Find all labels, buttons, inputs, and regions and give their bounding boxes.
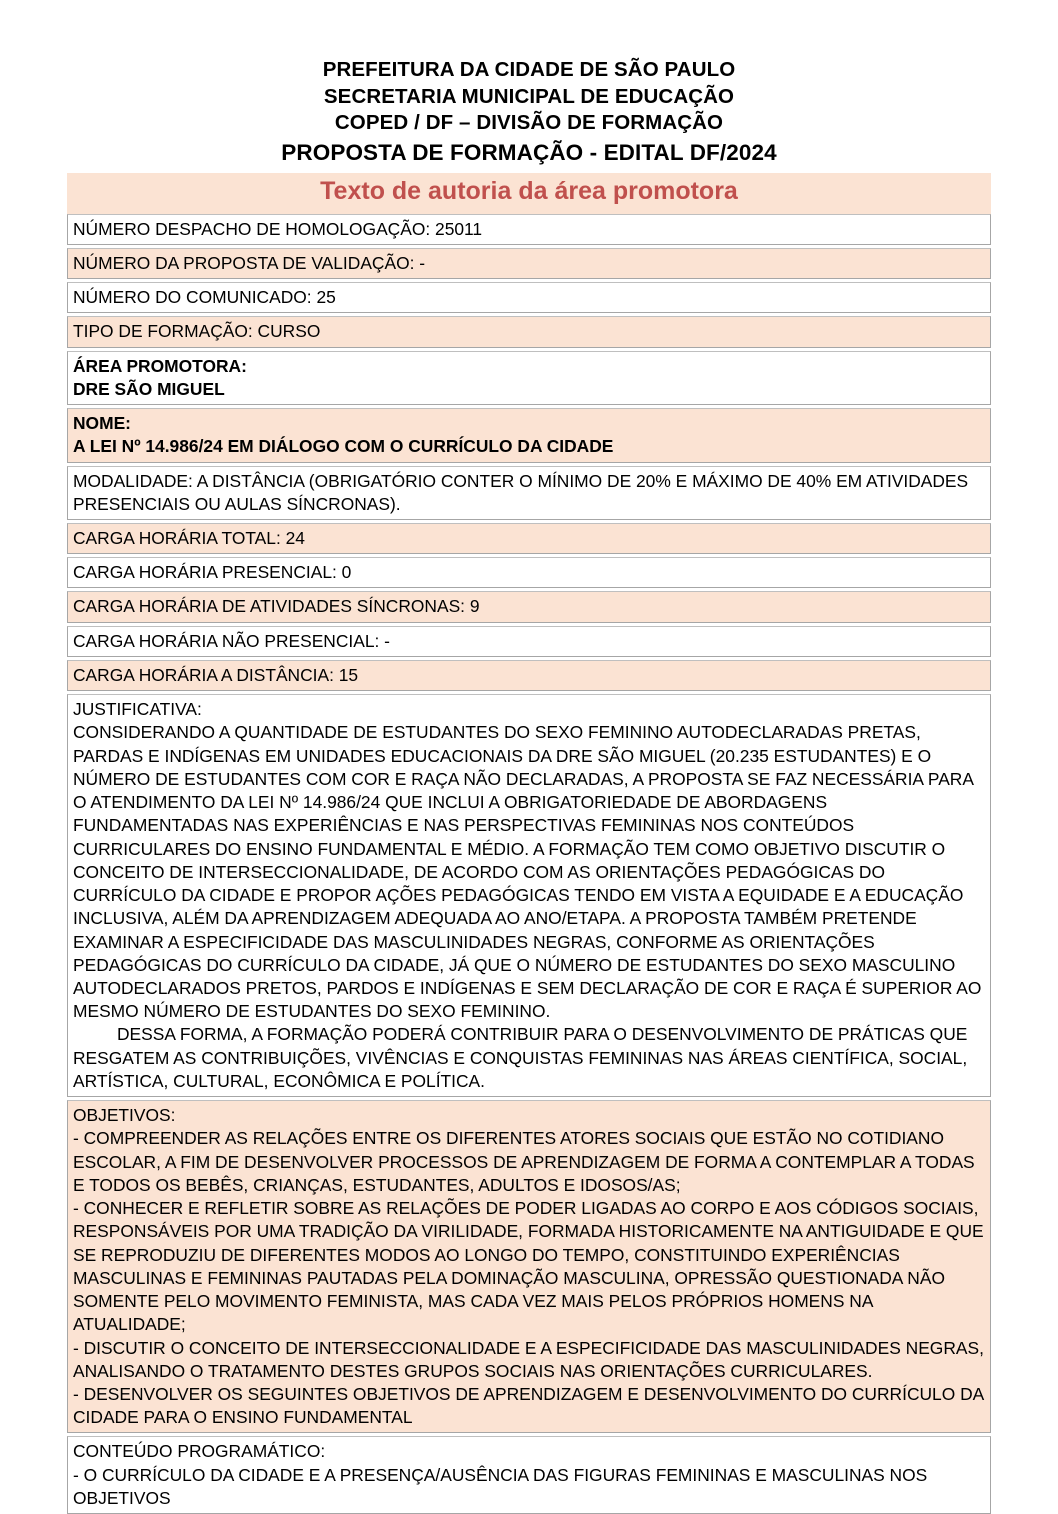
field-numero-comunicado-line-0: NÚMERO DO COMUNICADO: 25 <box>73 287 336 308</box>
header-line-coped: COPED / DF – DIVISÃO DE FORMAÇÃO <box>334 111 724 135</box>
field-numero-comunicado <box>67 282 991 313</box>
objetivos-item-2: - DISCUTIR O CONCEITO DE INTERSECCIONALIDADE E A ESPECIFICIDADE DAS MASCULINIDADES NEGRAS, ANALISANDO O TRATAMENTO DESTES GRUPOS SOCIAIS NAS ORIENTAÇÕES CURRICULARES. <box>73 1337 984 1381</box>
banner-texto-autoria <box>67 173 991 214</box>
table-row <box>67 557 991 588</box>
document-header <box>0 0 1058 167</box>
objetivos-heading: OBJETIVOS: <box>73 1105 176 1126</box>
table-row <box>67 248 991 279</box>
justificativa-paragraph-2 <box>73 1023 986 1093</box>
table-row <box>67 1436 991 1514</box>
field-tipo-de-formacao <box>67 316 991 347</box>
field-nome-line-1: A LEI Nº 14.986/24 EM DIÁLOGO COM O CURRÍCULO DA CIDADE <box>73 436 614 457</box>
objetivos-item-1: - CONHECER E REFLETIR SOBRE AS RELAÇÕES DE PODER LIGADAS AO CORPO E AOS CÓDIGOS SOCIAIS, RESPONSÁVEIS POR UMA TRADIÇÃO DA VIRILIDADE, FORMADA HISTORICAMENTE NA ANTIGUIDADE E QUE SE REPRODUZIU DE DIFERENTES MODOS AO LONGO DO TEMPO, CONSTITUINDO EXPERIÊNCIAS MASCULINAS E FEMININAS PAUTADAS PELA DOMINAÇÃO MASCULINA, OPRESSÃO QUESTIONADA NÃO SOMENTE PELO MOVIMENTO FEMINISTA, MAS CADA VEZ MAIS PELOS PRÓPRIOS HOMENS NA ATUALIDADE; <box>73 1198 984 1335</box>
objetivos-item-0: - COMPREENDER AS RELAÇÕES ENTRE OS DIFERENTES ATORES SOCIAIS QUE ESTÃO NO COTIDIANO ESCOLAR, A FIM DE DESENVOLVER PROCESSOS DE APRENDIZAGEM DE FORMA A CONTEMPLAR A TODAS E TODOS OS BEBÊS, CRIANÇAS, ESTUDANTES, ADULTOS E IDOSOS/AS; <box>73 1128 975 1195</box>
proposta-table <box>67 214 991 1514</box>
table-row <box>67 591 991 622</box>
field-nome <box>67 408 991 462</box>
section-conteudo-programatico <box>67 1436 991 1514</box>
field-carga-horaria-a-distancia-line-0: CARGA HORÁRIA A DISTÂNCIA: 15 <box>73 664 359 685</box>
table-row <box>67 214 991 245</box>
field-modalidade-line-0: MODALIDADE: A DISTÂNCIA (OBRIGATÓRIO CONTER O MÍNIMO DE 20% E MÁXIMO DE 40% EM ATIVIDADES PRESENCIAIS OU AULAS SÍNCRONAS). <box>73 470 969 514</box>
field-carga-horaria-a-distancia <box>67 660 991 691</box>
field-carga-horaria-atividades-sincronas <box>67 591 991 622</box>
table-row <box>67 282 991 313</box>
field-area-promotora-line-1: DRE SÃO MIGUEL <box>73 378 225 399</box>
field-carga-horaria-presencial-line-0: CARGA HORÁRIA PRESENCIAL: 0 <box>73 562 352 583</box>
conteudo-heading: CONTEÚDO PROGRAMÁTICO: <box>73 1441 326 1462</box>
table-row <box>67 523 991 554</box>
table-row <box>67 408 991 462</box>
field-area-promotora-line-0: ÁREA PROMOTORA: <box>73 355 247 376</box>
field-area-promotora <box>67 351 991 405</box>
field-carga-horaria-atividades-sincronas-line-0: CARGA HORÁRIA DE ATIVIDADES SÍNCRONAS: 9 <box>73 596 480 617</box>
field-nome-line-0: NOME: <box>73 413 131 434</box>
section-objetivos <box>67 1100 991 1433</box>
section-justificativa <box>67 694 991 1097</box>
header-line-secretaria: SECRETARIA MUNICIPAL DE EDUCAÇÃO <box>323 84 735 108</box>
justificativa-paragraph-1: CONSIDERANDO A QUANTIDADE DE ESTUDANTES DO SEXO FEMININO AUTODECLARADAS PRETAS, PARDAS E INDÍGENAS EM UNIDADES EDUCACIONAIS DA DRE SÃO MIGUEL (20.235 ESTUDANTES) E O NÚMERO DE ESTUDANTES COM COR E RAÇA NÃO DECLARADAS, A PROPOSTA SE FAZ NECESSÁRIA PARA O ATENDIMENTO DA LEI Nº 14.986/24 QUE INCLUI A OBRIGATORIEDADE DE ABORDAGENS FUNDAMENTADAS NAS EXPERIÊNCIAS E NAS PERSPECTIVAS FEMININAS NOS CONTEÚDOS CURRICULARES DO ENSINO FUNDAMENTAL E MÉDIO. A FORMAÇÃO TEM COMO OBJETIVO DISCUTIR O CONCEITO DE INTERSECCIONALIDADE, DE ACORDO COM AS ORIENTAÇÕES PEDAGÓGICAS DO CURRÍCULO DA CIDADE E PROPOR AÇÕES PEDAGÓGICAS TENDO EM VISTA A EQUIDADE E A EDUCAÇÃO INCLUSIVA, ALÉM DA APRENDIZAGEM ADEQUADA AO ANO/ETAPA. A PROPOSTA TAMBÉM PRETENDE EXAMINAR A ESPECIFICIDADE DAS MASCULINIDADES NEGRAS, CONFORME AS ORIENTAÇÕES PEDAGÓGICAS DO CURRÍCULO DA CIDADE, JÁ QUE O NÚMERO DE ESTUDANTES DO SEXO MASCULINO AUTODECLARADOS PRETOS, PARDOS E INDÍGENAS E SEM DECLARAÇÃO DE COR E RAÇA É SUPERIOR AO MESMO NÚMERO DE ESTUDANTES DO SEXO FEMININO. <box>73 722 982 1022</box>
table-row <box>67 351 991 405</box>
objetivos-item-3: - DESENVOLVER OS SEGUINTES OBJETIVOS DE APRENDIZAGEM E DESENVOLVIMENTO DO CURRÍCULO DA CIDADE PARA O ENSINO FUNDAMENTAL <box>73 1383 984 1428</box>
banner-title: Texto de autoria da área promotora <box>320 177 738 206</box>
field-tipo-de-formacao-line-0: TIPO DE FORMAÇÃO: CURSO <box>73 321 321 342</box>
header-line-prefeitura: PREFEITURA DA CIDADE DE SÃO PAULO <box>322 58 736 81</box>
field-numero-despacho-homologacao-line-0: NÚMERO DESPACHO DE HOMOLOGAÇÃO: 25011 <box>73 218 483 239</box>
justificativa-heading: JUSTIFICATIVA: <box>73 699 202 720</box>
field-carga-horaria-nao-presencial <box>67 626 991 657</box>
table-row <box>67 660 991 691</box>
field-numero-despacho-homologacao <box>67 214 991 245</box>
table-row <box>67 1100 991 1433</box>
field-carga-horaria-nao-presencial-line-0: CARGA HORÁRIA NÃO PRESENCIAL: - <box>73 630 390 651</box>
conteudo-item-0: - O CURRÍCULO DA CIDADE E A PRESENÇA/AUSÊNCIA DAS FIGURAS FEMININAS E MASCULINAS NOS OBJETIVOS <box>73 1464 928 1508</box>
justificativa-paragraph-2-text: DESSA FORMA, A FORMAÇÃO PODERÁ CONTRIBUIR PARA O DESENVOLVIMENTO DE PRÁTICAS QUE RESGATEM AS CONTRIBUIÇÕES, VIVÊNCIAS E CONQUISTAS FEMININAS NAS ÁREAS CIENTÍFICA, SOCIAL, ARTÍSTICA, CULTURAL, ECONÔMICA E POLÍTICA. <box>73 1024 968 1091</box>
field-carga-horaria-total-line-0: CARGA HORÁRIA TOTAL: 24 <box>73 528 305 549</box>
table-row <box>67 626 991 657</box>
table-row <box>67 466 991 520</box>
field-carga-horaria-total <box>67 523 991 554</box>
field-carga-horaria-presencial <box>67 557 991 588</box>
table-row <box>67 316 991 347</box>
field-numero-proposta-validacao-line-0: NÚMERO DA PROPOSTA DE VALIDAÇÃO: - <box>73 252 426 273</box>
field-numero-proposta-validacao <box>67 248 991 279</box>
table-row <box>67 694 991 1097</box>
header-line-proposta: PROPOSTA DE FORMAÇÃO - EDITAL DF/2024 <box>281 139 777 165</box>
field-modalidade <box>67 466 991 520</box>
